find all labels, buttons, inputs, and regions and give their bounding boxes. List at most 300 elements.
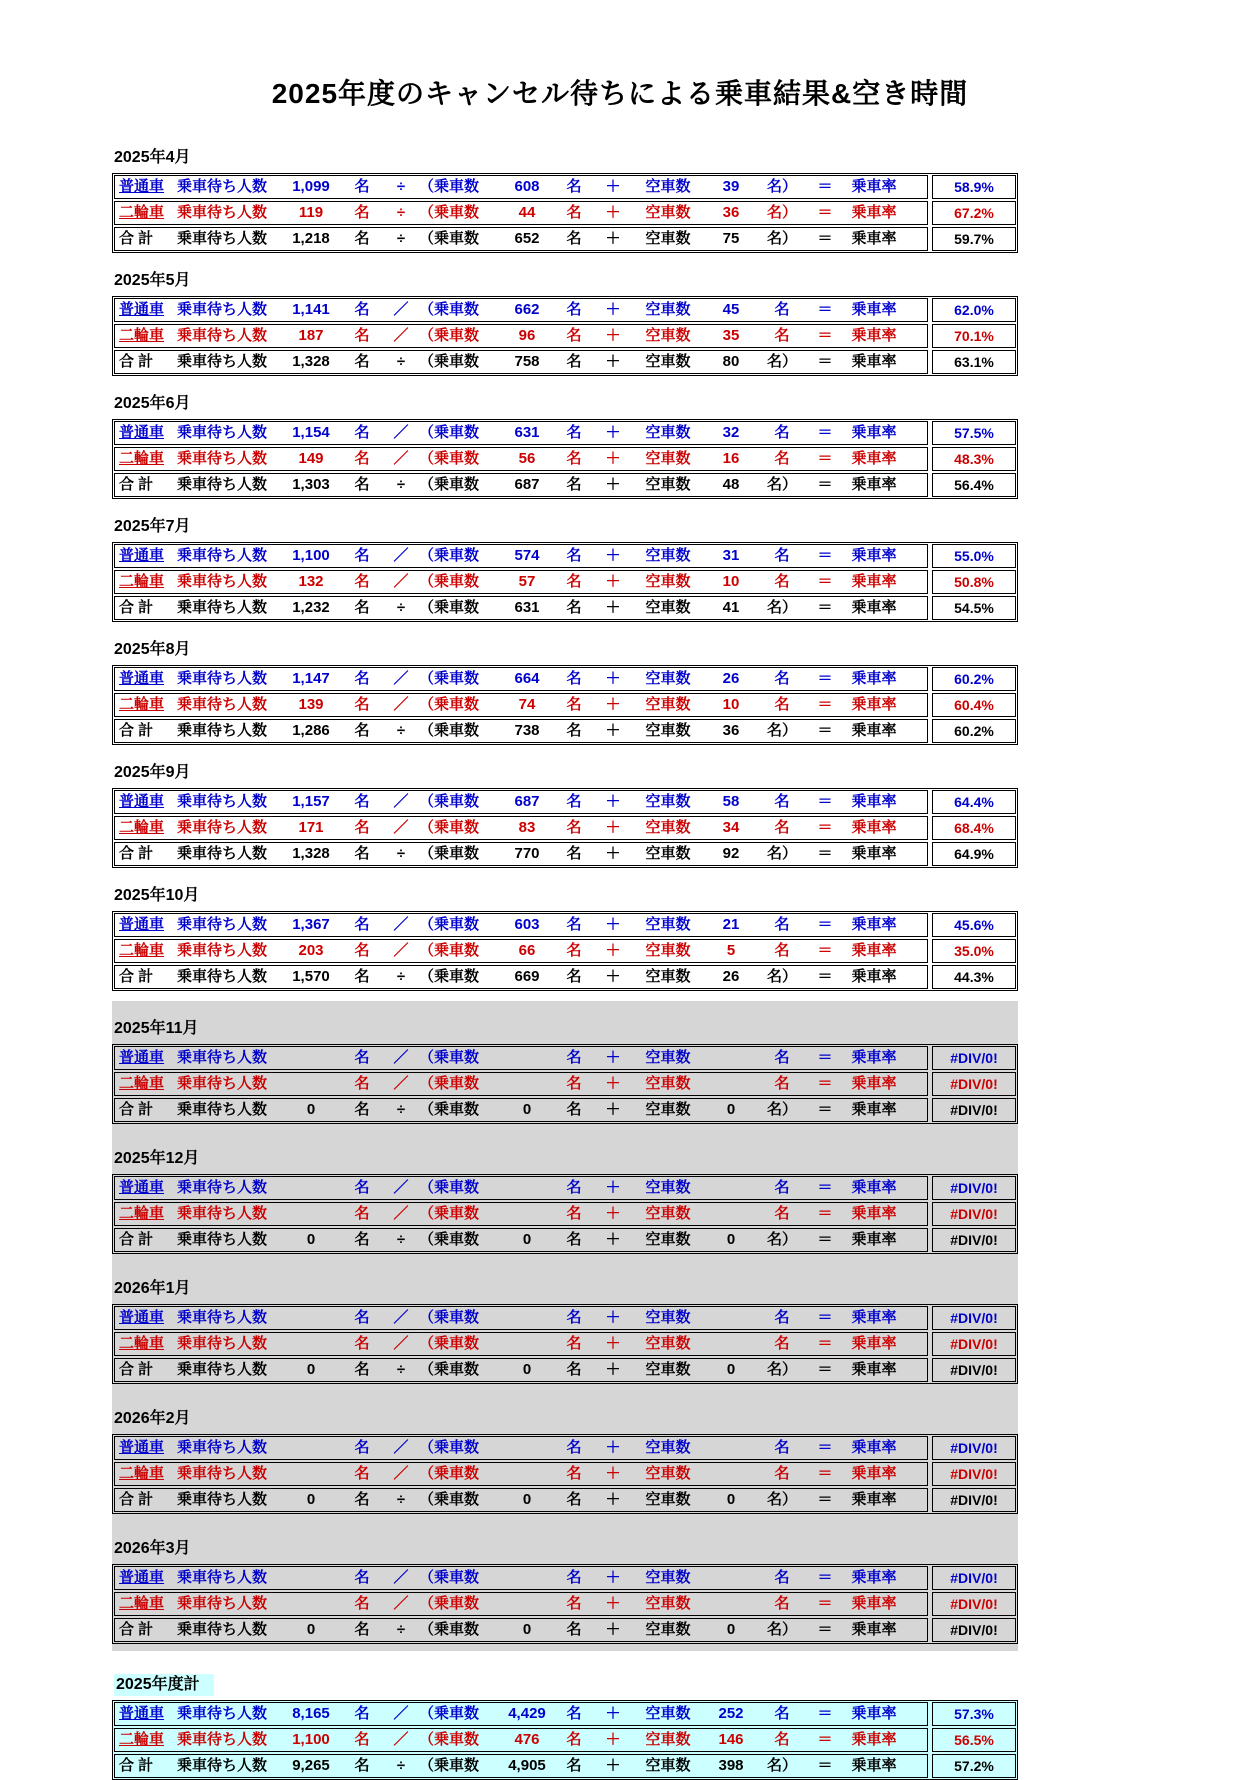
vehicle-label: 二輪車 — [119, 573, 165, 590]
equals-sign: ＝ — [817, 1491, 833, 1508]
equals-sign: ＝ — [817, 1335, 833, 1352]
vacancy-count: 58 — [722, 793, 740, 810]
table-row — [114, 1462, 1016, 1486]
table-row — [114, 324, 1016, 348]
unit-label: 名 — [566, 573, 582, 590]
plus-sign: ＋ — [605, 968, 621, 985]
waiting-count: 0 — [306, 1621, 316, 1638]
ride-open-label: （乗車数 — [419, 793, 480, 810]
section-heading — [112, 1538, 1018, 1560]
unit-close-label: 名 — [774, 1439, 790, 1456]
unit-close-label: 名） — [766, 968, 797, 985]
plus-sign: ＋ — [605, 476, 621, 493]
vehicle-label: 合 計 — [119, 1361, 154, 1378]
ride-count: 4,905 — [508, 1757, 546, 1774]
formula-cell — [114, 1566, 928, 1590]
ride-open-label: （乗車数 — [419, 1075, 480, 1092]
unit-close-label: 名 — [774, 1205, 790, 1222]
unit-close-label: 名） — [766, 1491, 797, 1508]
operator-sign: ÷ — [396, 1101, 406, 1118]
equals-sign: ＝ — [817, 476, 833, 493]
vacancy-label: 空車数 — [645, 1569, 691, 1586]
formula-cell — [114, 965, 928, 989]
rate-value-cell: #DIV/0! — [932, 1436, 1016, 1460]
vacancy-label: 空車数 — [645, 1179, 691, 1196]
unit-close-label: 名） — [766, 230, 797, 247]
vacancy-count: 26 — [722, 968, 740, 985]
ride-open-label: （乗車数 — [419, 599, 480, 616]
month-section — [112, 499, 1018, 622]
vehicle-label: 普通車 — [119, 1439, 165, 1456]
rate-label: 乗車率 — [851, 1101, 897, 1118]
formula-cell — [114, 1462, 928, 1486]
rate-label: 乗車率 — [851, 573, 897, 590]
waiting-label: 乗車待ち人数 — [177, 1465, 268, 1482]
results-table — [112, 1564, 1018, 1644]
vacancy-label: 空車数 — [645, 1231, 691, 1248]
table-row — [114, 544, 1016, 568]
unit-label: 名 — [566, 424, 582, 441]
unit-label: 名 — [566, 968, 582, 985]
unit-label: 名 — [354, 1757, 370, 1774]
vacancy-label: 空車数 — [645, 204, 691, 221]
section-heading — [112, 762, 1018, 784]
results-table — [112, 788, 1018, 868]
month-section — [112, 622, 1018, 745]
rate-label: 乗車率 — [851, 916, 897, 933]
unit-label: 名 — [566, 476, 582, 493]
plus-sign: ＋ — [605, 916, 621, 933]
vehicle-label: 二輪車 — [119, 696, 165, 713]
operator-sign: ÷ — [396, 968, 406, 985]
operator-sign: ／ — [393, 450, 409, 467]
equals-sign: ＝ — [817, 230, 833, 247]
waiting-count: 1,099 — [292, 178, 330, 195]
equals-sign: ＝ — [817, 1309, 833, 1326]
formula-cell — [114, 544, 928, 568]
equals-sign: ＝ — [817, 547, 833, 564]
ride-count: 57 — [518, 573, 536, 590]
plus-sign: ＋ — [605, 353, 621, 370]
operator-sign: ／ — [393, 1049, 409, 1066]
unit-label: 名 — [566, 1705, 582, 1722]
unit-label: 名 — [566, 916, 582, 933]
rate-value-cell: 54.5% — [932, 596, 1016, 620]
table-row — [114, 570, 1016, 594]
vacancy-label: 空車数 — [645, 1049, 691, 1066]
waiting-label: 乗車待ち人数 — [177, 178, 268, 195]
waiting-label: 乗車待ち人数 — [177, 845, 268, 862]
equals-sign: ＝ — [817, 353, 833, 370]
equals-sign: ＝ — [817, 845, 833, 862]
waiting-label: 乗車待ち人数 — [177, 424, 268, 441]
formula-cell — [114, 790, 928, 814]
unit-close-label: 名） — [766, 1361, 797, 1378]
waiting-count: 149 — [298, 450, 324, 467]
unit-label: 名 — [566, 547, 582, 564]
vehicle-label: 二輪車 — [119, 1205, 165, 1222]
equals-sign: ＝ — [817, 1205, 833, 1222]
unit-label: 名 — [354, 301, 370, 318]
vehicle-label: 二輪車 — [119, 942, 165, 959]
vacancy-count: 398 — [718, 1757, 744, 1774]
ride-open-label: （乗車数 — [419, 1231, 480, 1248]
vehicle-label: 合 計 — [119, 599, 154, 616]
rate-label: 乗車率 — [851, 1075, 897, 1092]
table-row — [114, 447, 1016, 471]
rate-label: 乗車率 — [851, 845, 897, 862]
vehicle-label: 普通車 — [119, 547, 165, 564]
month-section — [112, 1521, 1018, 1651]
ride-count: 687 — [514, 793, 540, 810]
waiting-count: 187 — [298, 327, 324, 344]
rate-label: 乗車率 — [851, 1231, 897, 1248]
table-row — [114, 1202, 1016, 1226]
formula-cell — [114, 1046, 928, 1070]
ride-open-label: （乗車数 — [419, 1569, 480, 1586]
rate-value-cell: #DIV/0! — [932, 1566, 1016, 1590]
formula-cell — [114, 693, 928, 717]
rate-label: 乗車率 — [851, 178, 897, 195]
equals-sign: ＝ — [817, 793, 833, 810]
waiting-label: 乗車待ち人数 — [177, 1439, 268, 1456]
vacancy-count: 16 — [722, 450, 740, 467]
unit-close-label: 名 — [774, 1569, 790, 1586]
formula-cell — [114, 227, 928, 251]
rate-label: 乗車率 — [851, 1757, 897, 1774]
rate-label: 乗車率 — [851, 1179, 897, 1196]
vacancy-label: 空車数 — [645, 573, 691, 590]
ride-count: 0 — [522, 1101, 532, 1118]
unit-label: 名 — [354, 1309, 370, 1326]
unit-label: 名 — [354, 819, 370, 836]
vacancy-label: 空車数 — [645, 1361, 691, 1378]
rate-value-cell: #DIV/0! — [932, 1098, 1016, 1122]
rate-label: 乗車率 — [851, 424, 897, 441]
operator-sign: ÷ — [396, 353, 406, 370]
plus-sign: ＋ — [605, 1335, 621, 1352]
waiting-label: 乗車待ち人数 — [177, 327, 268, 344]
equals-sign: ＝ — [817, 1705, 833, 1722]
waiting-label: 乗車待ち人数 — [177, 1705, 268, 1722]
waiting-count: 1,218 — [292, 230, 330, 247]
vehicle-label: 普通車 — [119, 424, 165, 441]
unit-label: 名 — [566, 1621, 582, 1638]
waiting-count: 1,100 — [292, 1731, 330, 1748]
rate-label: 乗車率 — [851, 230, 897, 247]
plus-sign: ＋ — [605, 301, 621, 318]
vacancy-label: 空車数 — [645, 1491, 691, 1508]
rate-value-cell: 56.5% — [932, 1728, 1016, 1752]
formula-cell — [114, 175, 928, 199]
rate-label: 乗車率 — [851, 722, 897, 739]
waiting-count: 1,286 — [292, 722, 330, 739]
ride-count: 476 — [514, 1731, 540, 1748]
formula-cell — [114, 667, 928, 691]
waiting-count: 132 — [298, 573, 324, 590]
waiting-label: 乗車待ち人数 — [177, 793, 268, 810]
unit-label: 名 — [566, 1309, 582, 1326]
table-row — [114, 667, 1016, 691]
rate-value-cell: 60.4% — [932, 693, 1016, 717]
unit-label: 名 — [566, 1491, 582, 1508]
waiting-label: 乗車待ち人数 — [177, 547, 268, 564]
vacancy-count: 75 — [722, 230, 740, 247]
vehicle-label: 合 計 — [119, 1101, 154, 1118]
plus-sign: ＋ — [605, 845, 621, 862]
table-row — [114, 939, 1016, 963]
vacancy-label: 空車数 — [645, 942, 691, 959]
rate-value-cell: 62.0% — [932, 298, 1016, 322]
vehicle-label: 普通車 — [119, 916, 165, 933]
plus-sign: ＋ — [605, 573, 621, 590]
equals-sign: ＝ — [817, 1179, 833, 1196]
vehicle-label: 合 計 — [119, 1757, 154, 1774]
equals-sign: ＝ — [817, 1569, 833, 1586]
plus-sign: ＋ — [605, 722, 621, 739]
unit-label: 名 — [354, 1049, 370, 1066]
operator-sign: ／ — [393, 1335, 409, 1352]
vacancy-count: 45 — [722, 301, 740, 318]
vacancy-label: 空車数 — [645, 178, 691, 195]
rate-label: 乗車率 — [851, 942, 897, 959]
formula-cell — [114, 1332, 928, 1356]
month-section — [112, 1657, 1018, 1780]
table-row — [114, 421, 1016, 445]
unit-label: 名 — [566, 1075, 582, 1092]
vehicle-label: 合 計 — [119, 230, 154, 247]
results-table — [112, 1304, 1018, 1384]
unit-label: 名 — [566, 1179, 582, 1196]
results-table — [112, 1174, 1018, 1254]
vehicle-label: 二輪車 — [119, 327, 165, 344]
waiting-label: 乗車待ち人数 — [177, 670, 268, 687]
waiting-label: 乗車待ち人数 — [177, 1757, 268, 1774]
unit-close-label: 名 — [774, 450, 790, 467]
unit-label: 名 — [566, 1757, 582, 1774]
formula-cell — [114, 1592, 928, 1616]
unit-label: 名 — [354, 178, 370, 195]
formula-cell — [114, 1176, 928, 1200]
vehicle-label: 合 計 — [119, 1491, 154, 1508]
ride-count: 664 — [514, 670, 540, 687]
table-row — [114, 1228, 1016, 1252]
vacancy-label: 空車数 — [645, 1595, 691, 1612]
operator-sign: ／ — [393, 1179, 409, 1196]
formula-cell — [114, 816, 928, 840]
unit-label: 名 — [566, 670, 582, 687]
ride-count: 770 — [514, 845, 540, 862]
ride-open-label: （乗車数 — [419, 968, 480, 985]
vacancy-label: 空車数 — [645, 353, 691, 370]
table-row — [114, 1728, 1016, 1752]
table-row — [114, 1488, 1016, 1512]
vacancy-label: 空車数 — [645, 1205, 691, 1222]
unit-label: 名 — [566, 178, 582, 195]
vehicle-label: 合 計 — [119, 1621, 154, 1638]
unit-label: 名 — [566, 942, 582, 959]
equals-sign: ＝ — [817, 424, 833, 441]
unit-label: 名 — [566, 1465, 582, 1482]
rate-value-cell: 60.2% — [932, 719, 1016, 743]
unit-label: 名 — [354, 1705, 370, 1722]
rate-label: 乗車率 — [851, 1621, 897, 1638]
equals-sign: ＝ — [817, 599, 833, 616]
unit-close-label: 名 — [774, 1179, 790, 1196]
table-row — [114, 1618, 1016, 1642]
waiting-count: 0 — [306, 1361, 316, 1378]
formula-cell — [114, 350, 928, 374]
operator-sign: ／ — [393, 793, 409, 810]
vehicle-label: 普通車 — [119, 301, 165, 318]
unit-label: 名 — [354, 1101, 370, 1118]
operator-sign: ／ — [393, 1731, 409, 1748]
table-row — [114, 1436, 1016, 1460]
table-row — [114, 1176, 1016, 1200]
waiting-label: 乗車待ち人数 — [177, 450, 268, 467]
rate-value-cell: 64.9% — [932, 842, 1016, 866]
rate-value-cell: 58.9% — [932, 175, 1016, 199]
rate-label: 乗車率 — [851, 476, 897, 493]
vacancy-label: 空車数 — [645, 916, 691, 933]
rate-value-cell: 57.5% — [932, 421, 1016, 445]
operator-sign: ÷ — [396, 1621, 406, 1638]
rate-value-cell: 44.3% — [932, 965, 1016, 989]
vacancy-count: 80 — [722, 353, 740, 370]
vacancy-count: 31 — [722, 547, 740, 564]
unit-label: 名 — [354, 599, 370, 616]
vehicle-label: 普通車 — [119, 1179, 165, 1196]
waiting-label: 乗車待ち人数 — [177, 1179, 268, 1196]
ride-count: 687 — [514, 476, 540, 493]
operator-sign: ／ — [393, 547, 409, 564]
formula-cell — [114, 939, 928, 963]
rate-label: 乗車率 — [851, 1465, 897, 1482]
results-table — [112, 665, 1018, 745]
rate-value-cell: 63.1% — [932, 350, 1016, 374]
unit-close-label: 名 — [774, 1075, 790, 1092]
formula-cell — [114, 596, 928, 620]
operator-sign: ／ — [393, 1569, 409, 1586]
vacancy-count: 48 — [722, 476, 740, 493]
unit-close-label: 名 — [774, 1465, 790, 1482]
vacancy-label: 空車数 — [645, 1439, 691, 1456]
operator-sign: ÷ — [396, 845, 406, 862]
operator-sign: ÷ — [396, 1231, 406, 1248]
section-heading-label: 2025年5月 — [114, 272, 191, 289]
rate-label: 乗車率 — [851, 301, 897, 318]
unit-close-label: 名 — [774, 819, 790, 836]
table-row — [114, 201, 1016, 225]
unit-close-label: 名） — [766, 845, 797, 862]
rate-value-cell: 57.3% — [932, 1702, 1016, 1726]
rate-label: 乗車率 — [851, 1049, 897, 1066]
rate-label: 乗車率 — [851, 327, 897, 344]
waiting-label: 乗車待ち人数 — [177, 1361, 268, 1378]
waiting-count: 119 — [298, 204, 324, 221]
unit-label: 名 — [354, 327, 370, 344]
equals-sign: ＝ — [817, 1049, 833, 1066]
ride-open-label: （乗車数 — [419, 1049, 480, 1066]
rate-value-cell: 60.2% — [932, 667, 1016, 691]
vacancy-label: 空車数 — [645, 968, 691, 985]
vehicle-label: 普通車 — [119, 793, 165, 810]
waiting-count: 8,165 — [292, 1705, 330, 1722]
ride-count: 0 — [522, 1231, 532, 1248]
operator-sign: ／ — [393, 942, 409, 959]
operator-sign: ／ — [393, 670, 409, 687]
waiting-label: 乗車待ち人数 — [177, 1335, 268, 1352]
unit-label: 名 — [566, 845, 582, 862]
rate-label: 乗車率 — [851, 1205, 897, 1222]
operator-sign: ／ — [393, 573, 409, 590]
plus-sign: ＋ — [605, 1465, 621, 1482]
equals-sign: ＝ — [817, 204, 833, 221]
equals-sign: ＝ — [817, 916, 833, 933]
waiting-label: 乗車待ち人数 — [177, 1309, 268, 1326]
vacancy-label: 空車数 — [645, 1757, 691, 1774]
ride-open-label: （乗車数 — [419, 573, 480, 590]
results-table — [112, 173, 1018, 253]
formula-cell — [114, 1618, 928, 1642]
vehicle-label: 普通車 — [119, 178, 165, 195]
vehicle-label: 二輪車 — [119, 1731, 165, 1748]
rate-label: 乗車率 — [851, 793, 897, 810]
unit-close-label: 名） — [766, 1757, 797, 1774]
unit-close-label: 名 — [774, 1335, 790, 1352]
unit-close-label: 名 — [774, 670, 790, 687]
operator-sign: ／ — [393, 1205, 409, 1222]
equals-sign: ＝ — [817, 1439, 833, 1456]
rate-value-cell: #DIV/0! — [932, 1176, 1016, 1200]
operator-sign: ／ — [393, 916, 409, 933]
waiting-count: 171 — [298, 819, 324, 836]
unit-close-label: 名） — [766, 204, 797, 221]
vacancy-count: 92 — [722, 845, 740, 862]
table-row — [114, 298, 1016, 322]
ride-count: 631 — [514, 424, 540, 441]
unit-label: 名 — [566, 1569, 582, 1586]
vehicle-label: 合 計 — [119, 722, 154, 739]
formula-cell — [114, 570, 928, 594]
table-row — [114, 719, 1016, 743]
section-heading — [112, 885, 1018, 907]
plus-sign: ＋ — [605, 1179, 621, 1196]
waiting-count: 139 — [298, 696, 324, 713]
vacancy-count: 34 — [722, 819, 740, 836]
waiting-label: 乗車待ち人数 — [177, 1101, 268, 1118]
rate-value-cell: #DIV/0! — [932, 1228, 1016, 1252]
unit-label: 名 — [354, 1731, 370, 1748]
table-row — [114, 1306, 1016, 1330]
formula-cell — [114, 1202, 928, 1226]
equals-sign: ＝ — [817, 1101, 833, 1118]
formula-cell — [114, 1228, 928, 1252]
rate-value-cell: 57.2% — [932, 1754, 1016, 1778]
month-section — [112, 745, 1018, 868]
rate-label: 乗車率 — [851, 1439, 897, 1456]
table-row — [114, 227, 1016, 251]
unit-label: 名 — [566, 1205, 582, 1222]
vacancy-count: 0 — [726, 1231, 736, 1248]
vehicle-label: 普通車 — [119, 1309, 165, 1326]
rate-value-cell: 56.4% — [932, 473, 1016, 497]
vehicle-label: 二輪車 — [119, 1465, 165, 1482]
ride-open-label: （乗車数 — [419, 1491, 480, 1508]
rate-value-cell: 70.1% — [932, 324, 1016, 348]
unit-close-label: 名 — [774, 547, 790, 564]
ride-count: 83 — [518, 819, 536, 836]
